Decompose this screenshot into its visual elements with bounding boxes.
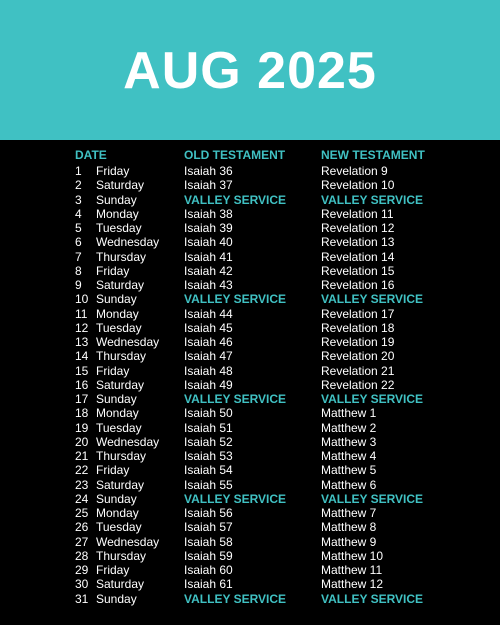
- old-testament-reading: Isaiah 59: [184, 548, 233, 563]
- row-date-number: 30: [75, 577, 89, 592]
- row-date-number: 18: [75, 406, 89, 421]
- new-testament-reading: Revelation 15: [321, 263, 395, 278]
- row-weekday: Tuesday: [96, 420, 142, 435]
- old-testament-reading: Isaiah 42: [184, 263, 233, 278]
- old-testament-reading: Isaiah 47: [184, 349, 233, 364]
- column-headers: [0, 147, 500, 163]
- old-testament-reading: Isaiah 44: [184, 306, 233, 321]
- row-date-number: 24: [75, 491, 89, 506]
- schedule-row: [0, 535, 500, 549]
- schedule-row: [0, 577, 500, 591]
- row-weekday: Sunday: [96, 292, 137, 307]
- row-weekday: Tuesday: [96, 221, 142, 235]
- row-weekday: Thursday: [96, 449, 147, 463]
- row-date-number: 29: [75, 563, 89, 577]
- row-date-number: 13: [75, 335, 89, 349]
- new-testament-reading: Matthew 2: [321, 420, 377, 435]
- new-testament-reading: Matthew 3: [321, 434, 377, 449]
- row-date-number: 19: [75, 420, 89, 435]
- new-testament-reading: Matthew 8: [321, 520, 377, 535]
- old-testament-reading: Isaiah 60: [184, 563, 233, 577]
- row-weekday: Friday: [96, 263, 130, 278]
- new-testament-reading: Matthew 1: [321, 406, 377, 421]
- new-testament-reading: Revelation 17: [321, 306, 395, 321]
- schedule-row: [0, 435, 500, 449]
- old-testament-reading: Isaiah 48: [184, 363, 233, 378]
- row-weekday: Wednesday: [96, 335, 160, 349]
- schedule-row: [0, 463, 500, 477]
- row-weekday: Friday: [96, 164, 130, 178]
- new-testament-reading: Revelation 19: [321, 335, 395, 349]
- old-testament-reading: Isaiah 58: [184, 534, 233, 549]
- schedule-row: [0, 321, 500, 335]
- row-weekday: Saturday: [96, 377, 145, 392]
- row-weekday: Thursday: [96, 349, 147, 364]
- schedule-row: [0, 349, 500, 363]
- new-testament-reading: Revelation 18: [321, 320, 395, 335]
- old-testament-service-label: VALLEY SERVICE: [184, 591, 287, 606]
- row-date-number: 7: [75, 249, 82, 264]
- row-weekday: Wednesday: [96, 434, 160, 449]
- schedule-row: [0, 449, 500, 463]
- old-testament-reading: Isaiah 51: [184, 420, 233, 435]
- schedule-row: [0, 421, 500, 435]
- row-date-number: 12: [75, 320, 89, 335]
- schedule-row: [0, 193, 500, 207]
- row-weekday: Thursday: [96, 249, 147, 264]
- schedule-row: [0, 207, 500, 221]
- new-testament-reading: Revelation 12: [321, 221, 395, 235]
- schedule-row: [0, 392, 500, 406]
- row-date-number: 10: [75, 292, 89, 307]
- date-header: DATE: [75, 148, 107, 162]
- new-testament-service-label: VALLEY SERVICE: [321, 491, 424, 506]
- row-date-number: 27: [75, 534, 89, 549]
- schedule-row: [0, 221, 500, 235]
- row-date-number: 23: [75, 477, 89, 492]
- schedule-row: [0, 364, 500, 378]
- old-testament-reading: Isaiah 54: [184, 463, 233, 478]
- schedule-row: [0, 264, 500, 278]
- new-testament-reading: Matthew 6: [321, 477, 377, 492]
- schedule-row: [0, 592, 500, 606]
- old-testament-reading: Isaiah 50: [184, 406, 233, 421]
- old-testament-reading: Isaiah 61: [184, 577, 233, 592]
- old-testament-header: OLD TESTAMENT: [184, 148, 286, 162]
- row-date-number: 5: [75, 221, 82, 235]
- schedule-row: [0, 235, 500, 249]
- old-testament-reading: Isaiah 40: [184, 235, 233, 250]
- new-testament-reading: Revelation 14: [321, 249, 395, 264]
- new-testament-reading: Matthew 11: [321, 563, 383, 577]
- row-weekday: Sunday: [96, 591, 137, 606]
- row-date-number: 16: [75, 377, 89, 392]
- old-testament-reading: Isaiah 38: [184, 206, 233, 221]
- row-date-number: 22: [75, 463, 89, 478]
- old-testament-reading: Isaiah 55: [184, 477, 233, 492]
- schedule-row: [0, 292, 500, 306]
- row-date-number: 21: [75, 449, 89, 463]
- old-testament-reading: Isaiah 53: [184, 449, 233, 463]
- schedule-rows: [0, 164, 500, 606]
- old-testament-reading: Isaiah 49: [184, 377, 233, 392]
- row-weekday: Monday: [96, 306, 139, 321]
- schedule-row: [0, 406, 500, 420]
- row-date-number: 2: [75, 178, 82, 193]
- row-date-number: 9: [75, 278, 82, 292]
- schedule-row: [0, 335, 500, 349]
- old-testament-reading: Isaiah 57: [184, 520, 233, 535]
- schedule-row: [0, 492, 500, 506]
- schedule-row: [0, 250, 500, 264]
- row-weekday: Friday: [96, 463, 130, 478]
- row-weekday: Sunday: [96, 491, 137, 506]
- new-testament-reading: Revelation 11: [321, 206, 394, 221]
- row-weekday: Monday: [96, 406, 139, 421]
- old-testament-reading: Isaiah 56: [184, 506, 233, 520]
- new-testament-reading: Revelation 10: [321, 178, 395, 193]
- old-testament-reading: Isaiah 45: [184, 320, 233, 335]
- old-testament-reading: Isaiah 36: [184, 164, 233, 178]
- title-banner: [0, 0, 500, 140]
- old-testament-service-label: VALLEY SERVICE: [184, 392, 287, 406]
- old-testament-reading: Isaiah 52: [184, 434, 233, 449]
- old-testament-service-label: VALLEY SERVICE: [184, 491, 287, 506]
- row-weekday: Wednesday: [96, 235, 160, 250]
- page-title: AUG 2025: [123, 42, 377, 100]
- row-weekday: Saturday: [96, 278, 145, 292]
- row-weekday: Saturday: [96, 577, 145, 592]
- row-weekday: Sunday: [96, 392, 137, 406]
- row-weekday: Thursday: [96, 548, 147, 563]
- schedule-row: [0, 478, 500, 492]
- row-weekday: Friday: [96, 363, 130, 378]
- schedule-row: [0, 520, 500, 534]
- new-testament-reading: Matthew 5: [321, 463, 377, 478]
- schedule-row: [0, 307, 500, 321]
- row-weekday: Tuesday: [96, 520, 142, 535]
- row-date-number: 4: [75, 206, 82, 221]
- schedule-row: [0, 506, 500, 520]
- row-date-number: 3: [75, 192, 82, 207]
- new-testament-header: NEW TESTAMENT: [321, 148, 425, 162]
- row-weekday: Sunday: [96, 192, 137, 207]
- new-testament-reading: Revelation 22: [321, 377, 395, 392]
- old-testament-service-label: VALLEY SERVICE: [184, 192, 287, 207]
- new-testament-reading: Matthew 9: [321, 534, 377, 549]
- schedule-row: [0, 563, 500, 577]
- row-weekday: Friday: [96, 563, 130, 577]
- row-date-number: 1: [75, 164, 82, 178]
- new-testament-service-label: VALLEY SERVICE: [321, 591, 424, 606]
- schedule-row: [0, 549, 500, 563]
- new-testament-reading: Revelation 13: [321, 235, 395, 250]
- old-testament-reading: Isaiah 39: [184, 221, 233, 235]
- row-date-number: 17: [75, 392, 89, 406]
- row-weekday: Saturday: [96, 477, 145, 492]
- new-testament-reading: Matthew 10: [321, 548, 384, 563]
- new-testament-reading: Revelation 9: [321, 164, 388, 178]
- row-date-number: 20: [75, 434, 89, 449]
- old-testament-reading: Isaiah 46: [184, 335, 233, 349]
- new-testament-service-label: VALLEY SERVICE: [321, 392, 424, 406]
- row-date-number: 31: [75, 591, 89, 606]
- old-testament-reading: Isaiah 41: [184, 249, 233, 264]
- row-date-number: 14: [75, 349, 89, 364]
- new-testament-service-label: VALLEY SERVICE: [321, 192, 424, 207]
- row-weekday: Tuesday: [96, 320, 142, 335]
- schedule-row: [0, 378, 500, 392]
- new-testament-reading: Revelation 21: [321, 363, 395, 378]
- row-date-number: 26: [75, 520, 89, 535]
- old-testament-service-label: VALLEY SERVICE: [184, 292, 287, 307]
- new-testament-reading: Revelation 20: [321, 349, 395, 364]
- row-weekday: Monday: [96, 506, 139, 520]
- row-weekday: Monday: [96, 206, 139, 221]
- new-testament-reading: Matthew 12: [321, 577, 384, 592]
- schedule-row: [0, 178, 500, 192]
- row-weekday: Saturday: [96, 178, 145, 193]
- reading-schedule: [0, 147, 500, 606]
- schedule-row: [0, 278, 500, 292]
- new-testament-reading: Matthew 7: [321, 506, 377, 520]
- row-date-number: 28: [75, 548, 89, 563]
- row-date-number: 15: [75, 363, 89, 378]
- row-date-number: 6: [75, 235, 82, 250]
- schedule-row: [0, 164, 500, 178]
- old-testament-reading: Isaiah 37: [184, 178, 233, 193]
- new-testament-reading: Revelation 16: [321, 278, 395, 292]
- old-testament-reading: Isaiah 43: [184, 278, 233, 292]
- new-testament-service-label: VALLEY SERVICE: [321, 292, 424, 307]
- new-testament-reading: Matthew 4: [321, 449, 377, 463]
- row-weekday: Wednesday: [96, 534, 160, 549]
- row-date-number: 8: [75, 263, 82, 278]
- row-date-number: 25: [75, 506, 89, 520]
- row-date-number: 11: [75, 306, 88, 321]
